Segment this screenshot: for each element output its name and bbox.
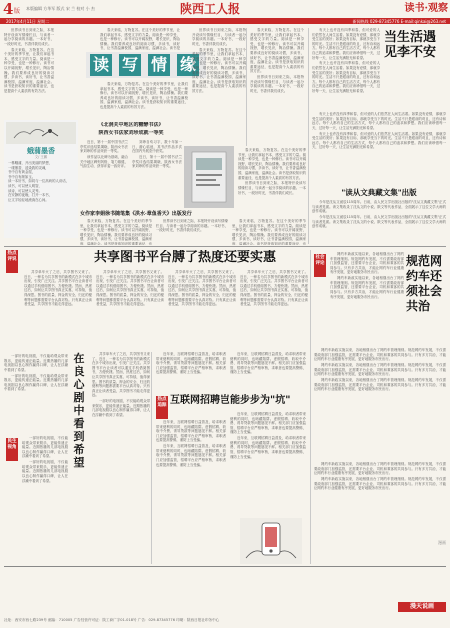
right-headline: 规范网约车还须社会共治 [406, 254, 443, 313]
bird-illustration [6, 122, 76, 144]
book-text-1: 春天来临，万物复苏。在这个美好的季节里，让我们拿起书本，感受文字的力量。阅读是一种享受，也是一种修行。读书可以开阔视野，增长见识，陶冶情操。我们要养成良好的阅读习惯，多读书，读好书，让书香溢满校园，溢满家庭，溢满社会。读书是获取知识的重要途径，也 [80, 219, 152, 245]
poem-image [6, 122, 76, 144]
main-text-3: 共享单车火了之后，共享图书又来了。近日，一种名为共享图书的新模式在多个城市出现，引发广泛关注。共享图书平台让读者可以通过手机借阅图书，方便快捷。然而，热度过后，如何让共享图书真正实惠、可持续，值得深思。图书的质量、押金的安全、归还的便利等问题都需要平台认真对待。只有真正让读者受益，共享图书才能走得更远。 [168, 270, 236, 307]
book-text-2: 世界读书日到来之际，本报特开设读写情缘栏目，与读者一起分享阅读的乐趣。一本好书，一段好时光，书香伴我们成长。 [156, 219, 228, 233]
page-number: 4 [3, 1, 14, 17]
right-tag: 社会评论 [314, 254, 326, 277]
side-text-c: 共享单车火了之后，共享图书又来了。近日，一种名为共享图书的新模式在多个城市出现，引发广泛关注。共享图书平台让读者可以通过手机借阅图书，方便快捷。然而，热度过后，如何让共享图书真正实惠、可持续，值得深思。图书的质量、押金的安全、归还的便利等问题都需要平台认真对待。只有真正让读者受益，共享图书才能走得更远。 一部好的电视剧，不仅能给观众带来娱乐，更能传递正能量。近期热播的几部电视剧以良心制作赢得口碑，让人在浮躁中看到了希望。 [92, 352, 150, 417]
poem-lines: 一株蛾蒲，开出美丽的梦想， 一缕墨香，浸染我的灵魂， 书中自有黄金屋， 书中自有颜如玉。 读一本好书，如同与一位高尚的人谈话， 读书，可以使人明智， 读诗，可以使人灵秀。 在安静的夜晚，打开一本书， 让文字轻轻地流淌在心间。 [8, 161, 70, 202]
mid-text-a: 近年来，互联网招聘日益普及，给求职者带来便利的同时，也暗藏陷阱。虚假招聘、收取中介费、诱导贷款等问题屡见不鲜。相关部门应加强监管，招聘平台应严格审核，求职者也要提高警惕，谨防上当受骗。 [156, 352, 226, 375]
reading-text-col6: 春天来临，万物复苏。在这个美好的季节里，让我们拿起书本，感受文字的力量。阅读是一种享受，也是一种修行。读书可以开阔视野，增长见识，陶冶情操。我们要养成良好的阅读习惯，多读书，读好书，让书香溢满校园，溢满家庭，溢满社会。读书是获取知识的重要途径，也是提高个人素质的有效方法。 世界读书日到来之际，本报特开设读写情缘栏目，与读者一起分享阅读的乐趣。一本好书，一段好时光，书香伴我们成长。 [238, 148, 306, 195]
reading-text-col3: 春天来临，万物复苏。在这个美好的季节里，让我们拿起书本，感受文字的力量。阅读是一种享受，也是一种修行。读书可以开阔视野，增长见识，陶冶情操。我们要养成良好的阅读习惯，多读书，读好书，让书香溢满校园，溢满家庭，溢满社会。读书是获取知识的重要途径，也是提高个人素质的有效方法。 [100, 82, 188, 109]
paper-name: 陕西工人报 [179, 2, 240, 16]
side-text-b: 一部好的电视剧，不仅能给观众带来娱乐，更能传递正能量。近期热播的几部电视剧以良心制作赢得口碑，让人在浮躁中看到了希望。 一部好的电视剧，不仅能给观众带来娱乐，更能传递正能量。近期热播的几部电视剧以良心制作赢得口碑，让人在浮躁中看到了希望。 [22, 436, 68, 483]
side-tag: 民生视角 [6, 438, 18, 461]
side-headline: 在良心剧中看到希望 [73, 352, 85, 469]
right-bottom-text-c: 网约车新政实施以来，各地相继出台了网约车管理细则。规范网约车发展，不仅需要政府部门加强监管，还需要平台企业、司机和乘客的共同参与。只有多方共治，才能让网约车行业健康有序发展，更好地服务市民出行。 网约车新政实施以来，各地相继出台了网约车管理细则。规范网约车发展，不仅需要政府部门加强监管，还需要平台企业、司机和乘客的共同参与。只有多方共治，才能让网约车行业健康有序发展，更好地服务市民出行。 [314, 462, 446, 491]
right-bottom-text-a: 网约车新政实施以来，各地相继出台了网约车管理细则。规范网约车发展，不仅需要政府部门加强监管，还需要平台企业、司机和乘客的共同参与。只有多方共治，才能让网约车行业健康有序发展，更好地服务市民出行。 网约车新政实施以来，各地相继出台了网约车管理细则。规范网约车发展，不仅需要政府部门加强监管，还需要平台企业、司机和乘客的共同参与。只有多方共治，才能让网约车行业健康有序发展，更好地服务市民出行。 [330, 252, 404, 299]
cartoon-image [240, 518, 302, 564]
page-meta: 本版编辑 方华军 版式 宋 兰 校对 小 杰 [26, 6, 95, 11]
mid-text-c: 近年来，互联网招聘日益普及，给求职者带来便利的同时，也暗藏陷阱。虚假招聘、收取中介费、诱导贷款等问题屡见不鲜。相关部门应加强监管，招聘平台应严格审核，求职者也要提高警惕，谨防上当受骗。 近年来，互联网招聘日益普及，给求职者带来便利的同时，也暗藏陷阱。虚假招聘、收取中介费、诱导贷款等问题屡见不鲜。相关部门应加强监管，招聘平台应严格审核，求职者也要提高警惕，谨防上当受骗。 [156, 420, 226, 467]
right-text-c: 今年是沈从文诞辰115周年。日前，由人民文学出版社出版的"沈从文典藏文集"正式与读者见面。该文集收录了沈从文的小说、散文等代表作品，全面展示了这位文学大师的创作成就。 今年是沈从文诞辰115周年。日前，由人民文学出版社出版的"沈从文典藏文集"正式与读者见面。该文集收录了沈从文的小说、散文等代表作品，全面展示了这位文学大师的创作成就。 [312, 200, 446, 229]
title-char: 缘 [177, 54, 199, 76]
book-text-3: 春天来临，万物复苏。在这个美好的季节里，让我们拿起书本，感受文字的力量。阅读是一种享受，也是一种修行。读书可以开阔视野，增长见识，陶冶情操。我们要养成良好的阅读习惯，多读书，读好书，让书香溢满校园，溢满家庭，溢满社会。读书是获取知识的重要途径，也 [232, 219, 306, 245]
review-text-left: 近日，第十一届中国书法兰亭奖评选结果揭晓，陕西女书法家刘珍的作品荣获一等奖。 该作品以北碑为基础，融合关中地区碑刻风格，笔力雄健，气韵生动，获得评委一致好评。 [80, 140, 128, 169]
article2-title: "读从文典藏文集"出版 [341, 188, 417, 197]
main-headline: 共享图书平台膊了热度还要实惠 [93, 250, 276, 265]
title-char: 情 [148, 54, 170, 76]
review-title: 《北洞关中地区的糖酵书法》 [98, 122, 164, 128]
mid-text-b: 近年来，互联网招聘日益普及，给求职者带来便利的同时，也暗藏陷阱。虚假招聘、收取中介费、诱导贷款等问题屡见不鲜。相关部门应加强监管，招聘平台应严格审核，求职者也要提高警惕，谨防上当受骗。 [230, 352, 306, 375]
date-line: 2017年4月11日 星期二 [6, 18, 50, 24]
masthead [0, 0, 450, 18]
right-text-a: 有天上也许没有四季和春，但可爱的人们依然在人间生活着。如果没有爱情，那就享受生活的美好；如果没有目标，那就享受当下的时光。生活不只是眼前的苟且，还有诗和远方。每个人都有自己的生活方式，每个人都有自己的追求和梦想。我们应该珍惜每一天，过好每一天，让生活充满阳光和希望。 有天上也许没有四季和春，但可爱的人们依然在人间生活着。如果没有爱情，那就享受生活的美好；如果没有目标，那就享受当下的时光。生活不只是眼前的苟且，还有诗和远方。每个人都有自己的生活方式，每个人都有自己的追求和梦想。我们应该珍惜每一天，过好每一天，让生活充满阳光和希望。 [312, 28, 380, 93]
main-text-4: 共享单车火了之后，共享图书又来了。近日，一种名为共享图书的新模式在多个城市出现，引发广泛关注。共享图书平台让读者可以通过手机借阅图书，方便快捷。然而，热度过后，如何让共享图书真正实惠、可持续，值得深思。图书的质量、押金的安全、归还的便利等问题都需要平台认真对待。只有真正让读者受益，共享图书才能走得更远。 [240, 270, 308, 307]
main-text-2: 共享单车火了之后，共享图书又来了。近日，一种名为共享图书的新模式在多个城市出现，引发广泛关注。共享图书平台让读者可以通过手机借阅图书，方便快捷。然而，热度过后，如何让共享图书真正实惠、可持续，值得深思。图书的质量、押金的安全、归还的便利等问题都需要平台认真对待。只有真正让读者受益，共享图书才能走得更远。 [96, 270, 164, 307]
book-image [184, 146, 234, 208]
mid-tag: 热点追踪 [156, 396, 168, 419]
reading-title-block [86, 52, 206, 78]
reading-text-col2: 春天来临，万物复苏。在这个美好的季节里，让我们拿起书本，感受文字的力量。阅读是一种享受，也是一种修行。读书可以开阔视野，增长见识，陶冶情操。我们要养成良好的阅读习惯，多读书，读好书，让书香溢满校园，溢满家庭，溢满社会。读书是 [100, 28, 180, 50]
review-text-right: 刘珍自幼习字，数十年如一日，潜心临池，其书法作品多次在国内外展览中获奖。 近日，第十一届中国书法兰亭奖评选结果揭晓，陕西女书法家刘珍的作品荣获一等奖。 [132, 140, 182, 169]
page-word: 版 [14, 8, 21, 15]
footer-address: 社址：西安市西七路239号 邮编：710005 广告经营许可证：陕工商广字01-018号 广告：029-87345776 印刷：陕西日报社印务中心 [4, 618, 220, 622]
footer-rule [4, 566, 446, 567]
poem-box [4, 120, 78, 238]
poem-author: 文/ 王鹏 [34, 155, 48, 159]
reading-intro-col1: 世界读书日到来之际，本报特开设读写情缘栏目，与读者一起分享阅读的乐趣。一本好书，一段好时光，书香伴我们成长。 春天来临，万物复苏。在这个美好的季节里，让我们拿起书本，感受文字的力量。阅读是一种享受，也是一种修行。读书可以开阔视野，增长见识，陶冶情操。我们要养成良好的阅读习惯，多读书，读好书，让书香溢满校园，溢满家庭，溢满社会。读书是获取知识的重要途径，也是提高个人素质的有效方法。 [4, 28, 54, 93]
title-char: 写 [119, 54, 141, 76]
mid-headline: 互联网招聘岂能步步为"坑" [170, 395, 291, 406]
book-cover-illustration [184, 146, 234, 208]
review-subtitle: 陕西女书法家刘珍成就一等奖 [98, 130, 164, 136]
side-text-a: 一部好的电视剧，不仅能给观众带来娱乐，更能传递正能量。近期热播的几部电视剧以良心制作赢得口碑，让人在浮躁中看到了希望。 一部好的电视剧，不仅能给观众带来娱乐，更能传递正能量。近期热播的几部电视剧以良心制作赢得口碑，让人在浮躁中看到了希望。 [4, 354, 68, 392]
main-text-1: 共享单车火了之后，共享图书又来了。近日，一种名为共享图书的新模式在多个城市出现，引发广泛关注。共享图书平台让读者可以通过手机借阅图书，方便快捷。然而，热度过后，如何让共享图书真正实惠、可持续，值得深思。图书的质量、押金的安全、归还的便利等问题都需要平台认真对待。只有真正让读者受益，共享图书才能走得更远。 [24, 270, 92, 307]
cartoon-label: 漫画 [438, 540, 446, 545]
right-text-b: 有天上也许没有四季和春，但可爱的人们依然在人间生活着。如果没有爱情，那就享受生活的美好；如果没有目标，那就享受当下的时光。生活不只是眼前的苟且，还有诗和远方。每个人都有自己的生活方式，每个人都有自己的追求和梦想。我们应该珍惜每一天，过好每一天，让生活充满阳光和希望。 有天上也许没有四季和春，但可爱的人们依然在人间生活着。如果没有爱情，那就享受生活的美好；如果没有目标，那就享受当下的时光。生活不只是眼前的苟且，还有诗和远方。每个人都有自己的生活方式，每个人都有自己的追求和梦想。我们应该珍惜每一天，过好每一天，让生活充满阳光和希望。 [312, 112, 446, 150]
poem-title: 蛾蒲墨香 [27, 146, 55, 155]
section-label: 读书·观察 [404, 3, 448, 14]
mid-text-d: 近年来，互联网招聘日益普及，给求职者带来便利的同时，也暗藏陷阱。虚假招聘、收取中介费、诱导贷款等问题屡见不鲜。相关部门应加强监管，招聘平台应严格审核，求职者也要提高警惕，谨防上当受骗。 近年来，互联网招聘日益普及，给求职者带来便利的同时，也暗藏陷阱。虚假招聘、收取中介费、诱导贷款等问题屡见不鲜。相关部门应加强监管，招聘平台应严格审核，求职者也要提高警惕，谨防上当受骗。 [230, 412, 306, 459]
phone-cartoon-illustration [240, 518, 302, 564]
reading-text-col4: 世界读书日到来之际，本报特开设读写情缘栏目，与读者一起分享阅读的乐趣。一本好书，一段好时光，书香伴我们成长。 春天来临，万物复苏。在这个美好的季节里，让我们拿起书本，感受文字的力量。阅读是一种享受，也是一种修行。读书可以开阔视野，增长见识，陶冶情操。我们要养成良好的阅读习惯，多读书，读好书，让书香溢满校园，溢满家庭，溢满社会。读书是获取知识的重要途径，也是提高个人素质的有效方法。 [192, 28, 246, 93]
hotline: 新闻热线 029-87345776 E-mail:qinkai@263.net [352, 18, 446, 24]
section-divider [4, 246, 446, 247]
right-bottom-text-b: 网约车新政实施以来，各地相继出台了网约车管理细则。规范网约车发展，不仅需要政府部门加强监管，还需要平台企业、司机和乘客的共同参与。只有多方共治，才能让网约车行业健康有序发展，更好地服务市民出行。 网约车新政实施以来，各地相继出台了网约车管理细则。规范网约车发展，不仅需要政府部门加强监管，还需要平台企业、司机和乘客的共同参与。只有多方共治，才能让网约车行业健康有序发展，更好地服务市民出行。 网约车新政实施以来，各地相继出台了网约车管理细则。规范网约车发展，不仅需要政府部门加强监管，还需要平台企业、司机和乘客的共同参与。只有多方共治，才能让网约车行业健康有序发展，更好地服务市民出行。 [314, 348, 446, 392]
title-char: 读 [90, 54, 112, 76]
reading-text-col5: 春天来临，万物复苏。在这个美好的季节里，让我们拿起书本，感受文字的力量。阅读是一种享受，也是一种修行。读书可以开阔视野，增长见识，陶冶情操。我们要养成良好的阅读习惯，多读书，读好书，让书香溢满校园，溢满家庭，溢满社会。读书是获取知识的重要途径，也是提高个人素质的有效方法。 世界读书日到来之际，本报特开设读写情缘栏目，与读者一起分享阅读的乐趣。一本好书，一段好时光，书香伴我们成长。 [250, 28, 304, 93]
book-heading: 女作家李娟徐书随笔集《洪水·章鱼香天》出版发行 [80, 211, 192, 217]
commentary-tag: 热点评说 [6, 250, 18, 273]
article1-title: 当生活遇见李不安 [384, 30, 437, 60]
footer-tag: 漫天说画 [398, 602, 446, 612]
